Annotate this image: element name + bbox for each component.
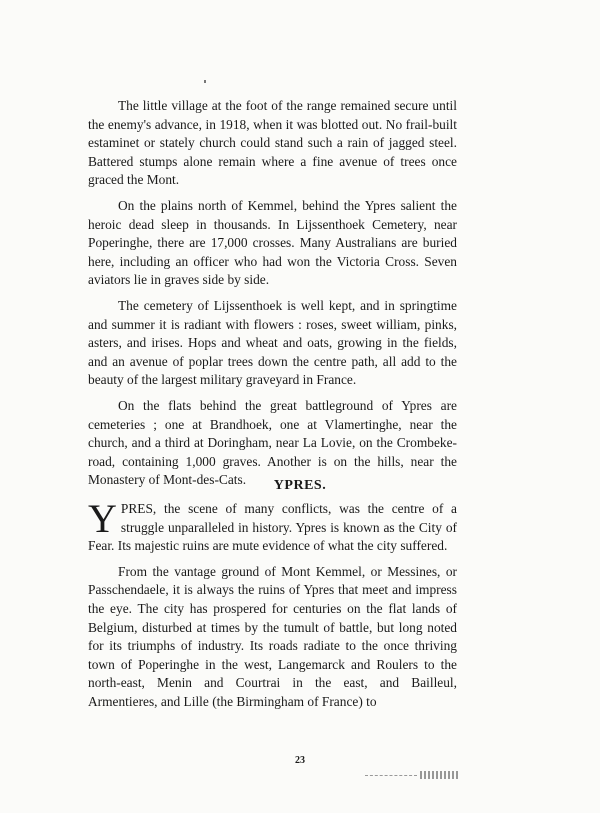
ink-speck [204, 80, 206, 83]
paragraph-ypres-intro [88, 496, 457, 556]
paragraph-village: The little village at the foot of the range remained secure until the enemy's advance, in 1918, when it was blotted out. No frail-built estaminet or stately church could stand such a rain of jagged steel. Battered stumps alone remain where a fine avenue of trees once graced the Mont. [88, 98, 457, 188]
printer-mark-dashes [365, 775, 417, 777]
upper-text-section [88, 97, 457, 490]
paragraph-ypres-intro-text: PRES, the scene of many conflicts, was the centre of a struggle unparalleled in history. Ypres is known as the City of Fear. Its majestic ruins are mute evidence of what the city suffered. [88, 501, 457, 554]
section-heading: YPRES. [273, 478, 327, 493]
paragraph-lijssenthoek: The cemetery of Lijssenthoek is well kept, and in springtime and summer it is radiant with flowers : roses, sweet william, pinks, asters, and irises. Hops and wheat and oats, growing in the fields, and an avenue of poplar trees down the centre path, all add to the beauty of the largest military graveyard in France. [88, 297, 457, 388]
paragraph-kemmel-plains: On the plains north of Kemmel, behind the Ypres salient the heroic dead sleep in thousands. In Lijssenthoek Cemetery, near Poperinghe, there are 17,000 crosses. Many Australians are buried here, including an officer who had won the Victoria Cross. Seven aviators lie in graves side by side. [88, 197, 457, 288]
paragraph-vantage-ground: From the vantage ground of Mont Kemmel, or Messines, or Passchendaele, it is always the ruins of Ypres that meet and impress the eye. The city has prospered for centuries on the flat lands of Belgium, disturbed at times by the tumult of battle, but long noted for its triumphs of industry. Its roads radiate to the once thriving town of Poperinghe in the west, Langemarck and Roulers to the north-east, Menin and Courtrai in the east, and Bailleul, Armentieres, and Lille (the Birmingham of France) to [88, 563, 457, 709]
drop-cap-letter: Y [88, 496, 117, 541]
paragraph-cemeteries: On the flats behind the great battleground of Ypres are cemeteries ; one at Brandhoek, one at Vlamertinghe, near the church, and a third at Doringham, near La Lovie, on the Crombeke-road, containing 1,000 graves. Another is on the hills, near the Monastery of Mont-des-Cats. [88, 397, 457, 488]
printer-mark-stamp [420, 771, 460, 779]
lower-text-section [88, 496, 457, 712]
page-number: 23 [295, 755, 305, 766]
